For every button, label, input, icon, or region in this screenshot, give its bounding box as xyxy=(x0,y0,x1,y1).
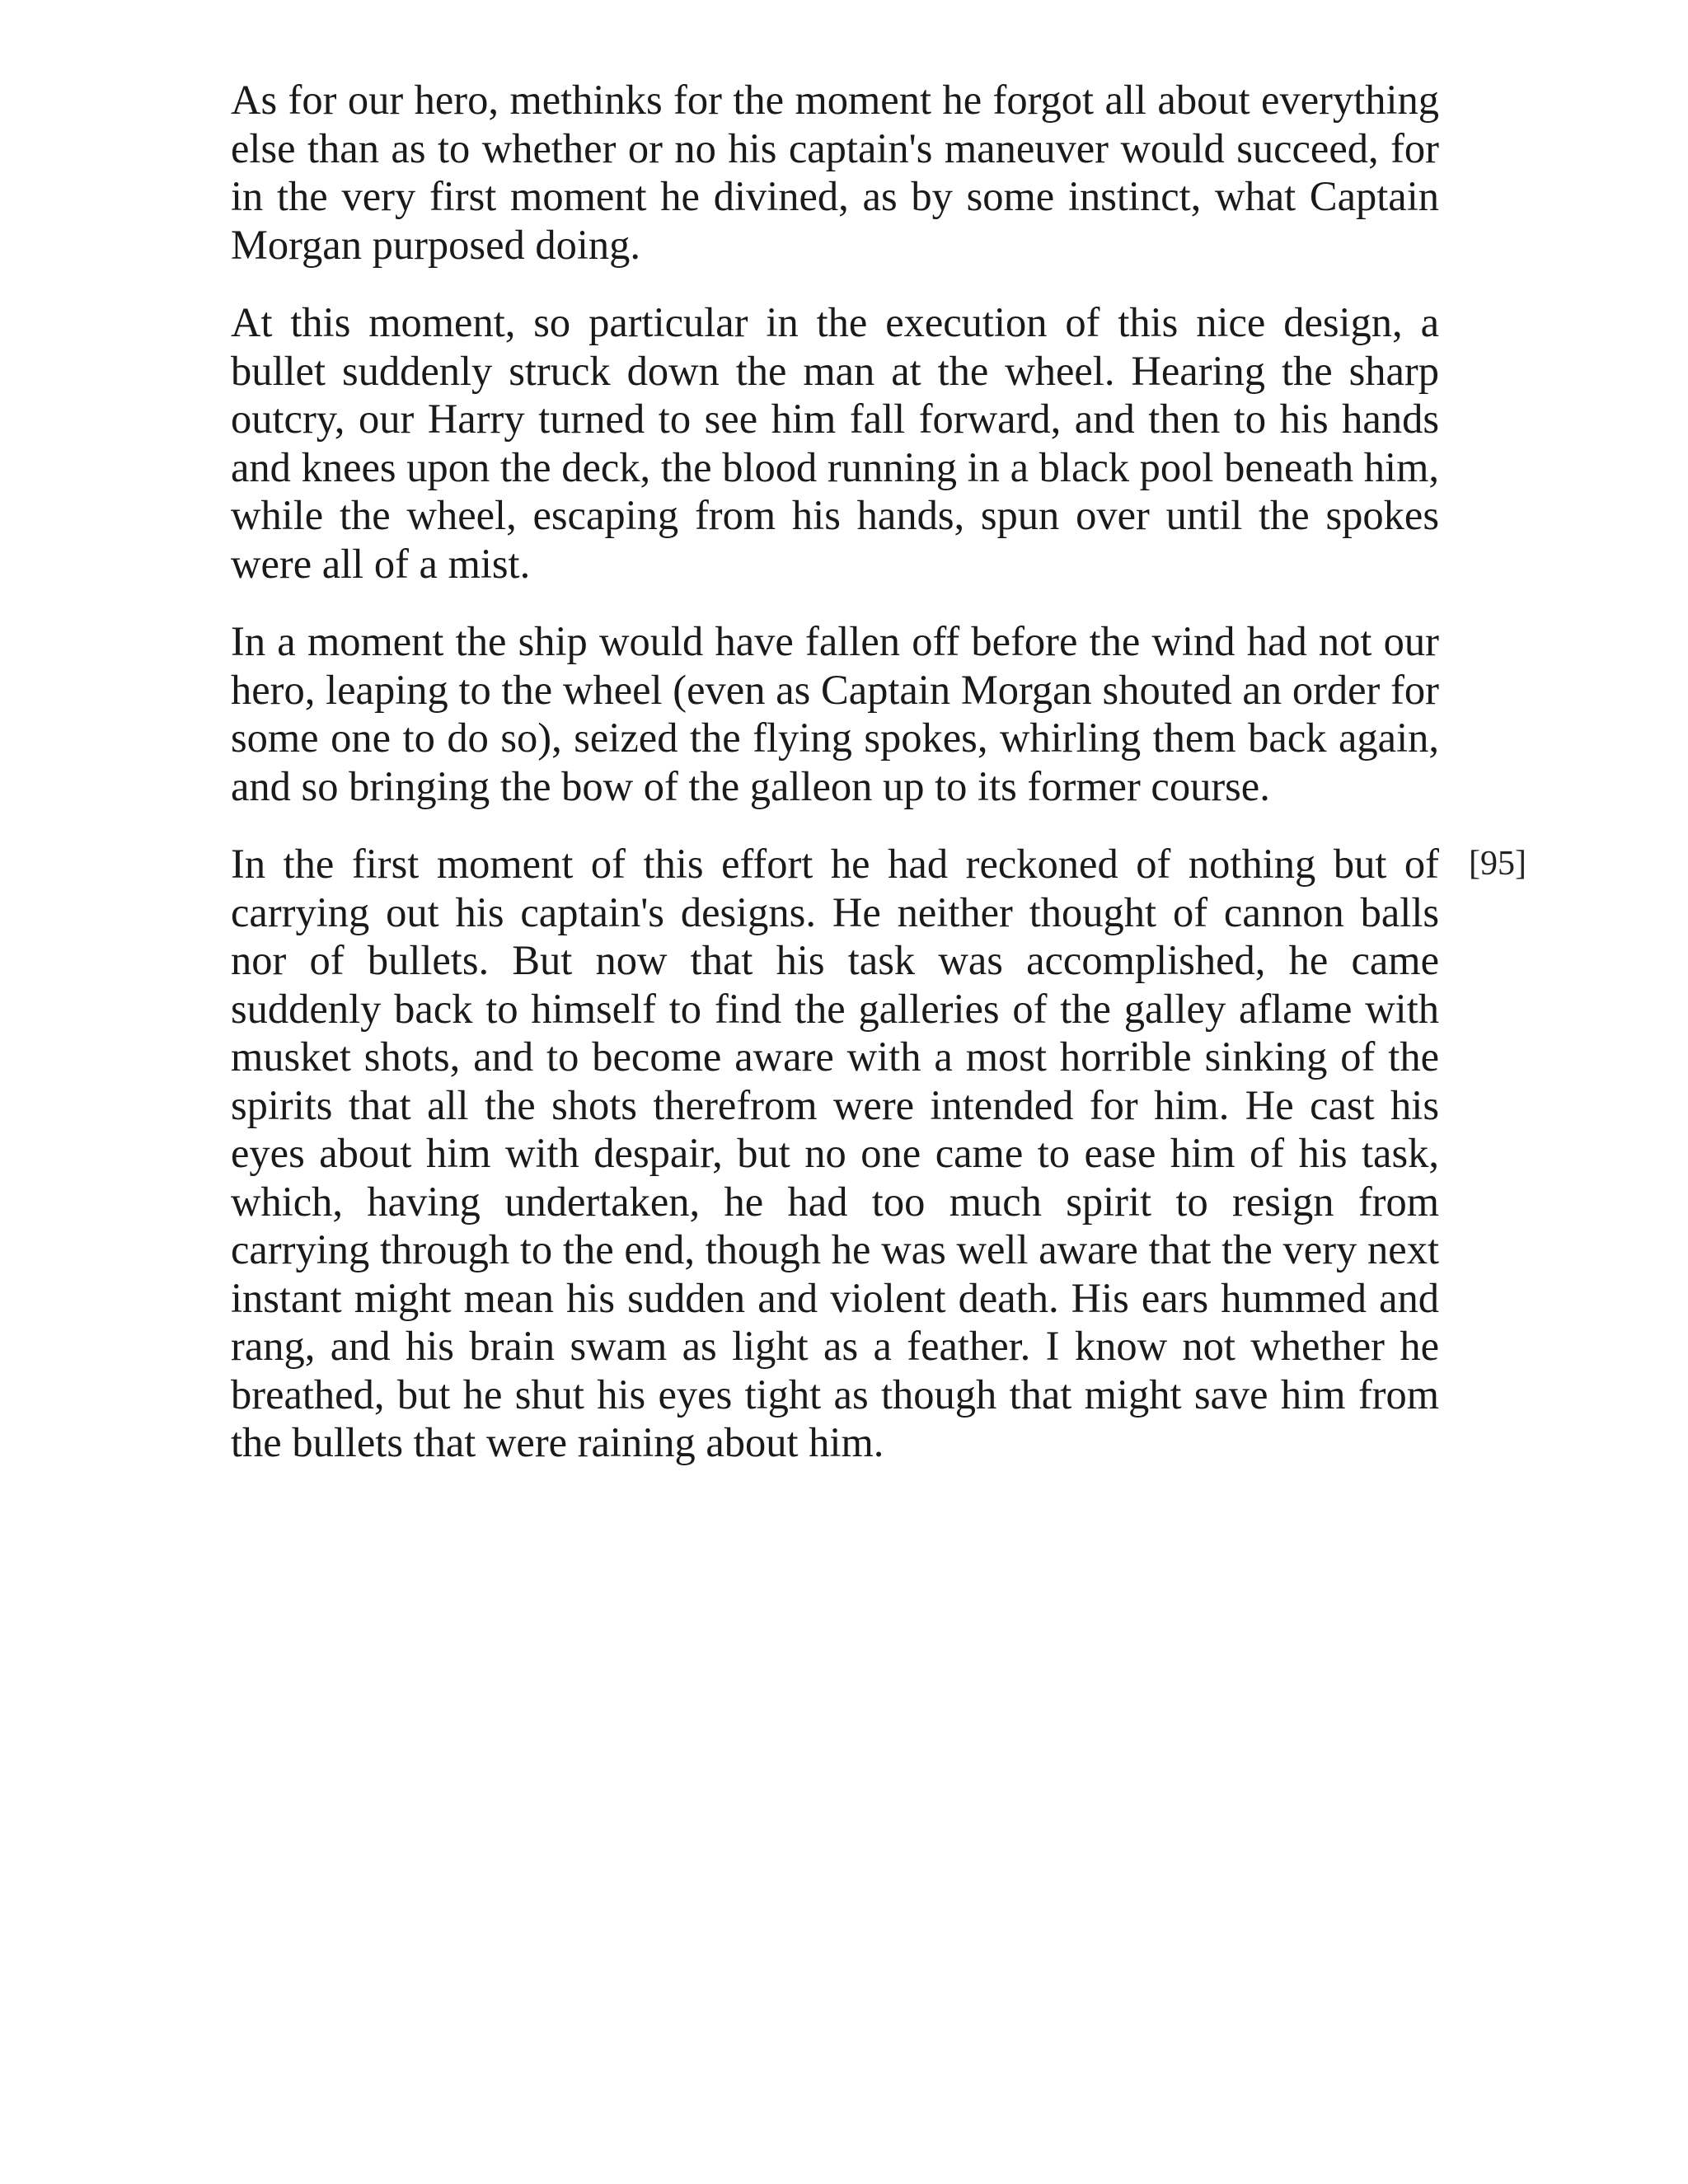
paragraph-2: At this moment, so particular in the execution of this nice design, a bullet suddenly struck down the man at the wheel. Hearing the sharp outcry, our Harry turned to see him fall forward, and then to his hands and knees upon the deck, the blood running in a black pool beneath him, while the wheel, escaping from his hands, spun over until the spokes were all of a mist. xyxy=(231,299,1439,587)
paragraph-3: In a moment the ship would have fallen off before the wind had not our hero, leaping to the wheel (even as Captain Morgan shouted an order for some one to do so), seized the flying spokes, whirling them back again, and so bringing the bow of the galleon up to its former course. xyxy=(231,618,1439,809)
paragraph-4: In the first moment of this effort he had reckoned of nothing but of carrying out his captain's designs. He neither thought of cannon balls nor of bullets. But now that his task was accomplished, he came suddenly back to himself to find the galleries of the galley aflame with musket shots, and to become aware with a most horrible sinking of the spirits that all the shots therefrom were intended for him. He cast his eyes about him with despair, but no one came to ease him of his task, which, having undertaken, he had too much spirit to resign from carrying through to the end, though he was well aware that the very next instant might mean his sudden and violent death. His ears hummed and rang, and his brain swam as light as a feather. I know not whether he breathed, but he shut his eyes tight as though that might save him from the bullets that were raining about him. xyxy=(231,841,1439,1465)
page-number: [95] xyxy=(1469,845,1526,883)
text-column xyxy=(231,76,1526,1497)
paragraph-1: As for our hero, methinks for the moment he forgot all about everything else than as to whether or no his captain's maneuver would succeed, for in the very first moment he divined, as by some instinct, what Captain Morgan purposed doing. xyxy=(231,77,1439,268)
